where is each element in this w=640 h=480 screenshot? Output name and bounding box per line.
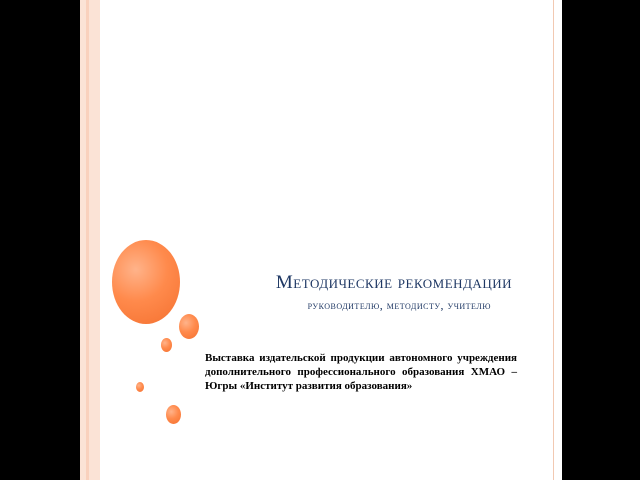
slide-body-text: Выставка издательской продукции автономного учреждения дополнительного профессионального образования ХМАО – Югры «Институт развития образования» [205, 352, 517, 392]
slide [80, 0, 562, 480]
large-orange-circle [112, 240, 180, 324]
small-orange-circle [179, 314, 199, 339]
tiny-orange-circle [136, 382, 144, 392]
small-orange-circle [166, 405, 181, 424]
slide-subtitle: руководителю, методисту, учителю [307, 298, 491, 312]
slide-title: Методические рекомендации [275, 272, 512, 293]
right-decorative-line [553, 0, 554, 480]
small-orange-circle [161, 338, 172, 352]
left-band-stripe [86, 0, 89, 480]
left-decorative-band [80, 0, 100, 480]
